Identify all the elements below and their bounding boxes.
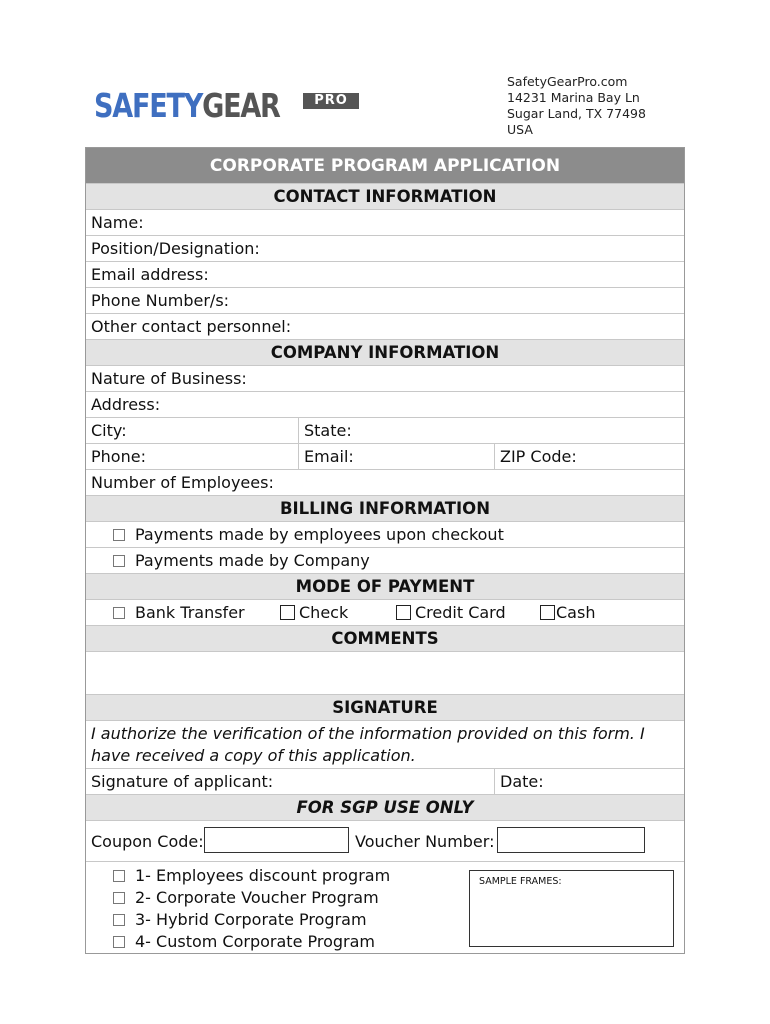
- section-payment-heading: MODE OF PAYMENT: [86, 574, 684, 600]
- checkbox[interactable]: [113, 914, 125, 926]
- payment-cash-option[interactable]: Cash: [540, 600, 595, 625]
- position-label: Position/Designation:: [91, 239, 260, 258]
- divider: [494, 444, 495, 469]
- phone-label: Phone Number/s:: [91, 291, 230, 310]
- divider: [298, 418, 299, 443]
- other-contact-label: Other contact personnel:: [91, 317, 292, 336]
- checkbox[interactable]: [280, 605, 295, 620]
- employees-field[interactable]: [86, 470, 684, 496]
- address-line: 14231 Marina Bay Ln: [507, 90, 640, 105]
- address-label: Address:: [91, 395, 161, 414]
- nature-label: Nature of Business:: [91, 369, 247, 388]
- billing-option-company[interactable]: Payments made by Company: [86, 548, 684, 574]
- checkbox[interactable]: [113, 529, 125, 541]
- company-phone-label[interactable]: Phone:: [91, 447, 146, 466]
- checkbox[interactable]: [113, 870, 125, 882]
- other-contact-field[interactable]: [86, 314, 684, 340]
- zip-label[interactable]: ZIP Code:: [500, 447, 577, 466]
- section-company-heading: COMPANY INFORMATION: [86, 340, 684, 366]
- address-field[interactable]: [86, 392, 684, 418]
- payment-bank-option[interactable]: Bank Transfer: [113, 600, 245, 625]
- checkbox[interactable]: [113, 607, 125, 619]
- payment-check-option[interactable]: Check: [280, 600, 348, 625]
- state-label[interactable]: State:: [304, 421, 352, 440]
- signature-row: [86, 769, 684, 795]
- city-label[interactable]: City:: [91, 421, 127, 440]
- company-email-label[interactable]: Email:: [304, 447, 354, 466]
- phone-field[interactable]: [86, 288, 684, 314]
- name-label: Name:: [91, 213, 144, 232]
- address-line: USA: [507, 122, 533, 137]
- logo-wordmark: SAFETYGEAR: [94, 86, 280, 125]
- program-options: [86, 862, 684, 953]
- sample-frames-label: SAMPLE FRAMES:: [479, 876, 562, 887]
- employees-label: Number of Employees:: [91, 473, 274, 492]
- checkbox[interactable]: [540, 605, 555, 620]
- divider: [298, 444, 299, 469]
- program-option[interactable]: 1- Employees discount program: [113, 865, 390, 887]
- address-line: Sugar Land, TX 77498: [507, 106, 646, 121]
- billing-option-employees[interactable]: Payments made by employees upon checkout: [86, 522, 684, 548]
- company-address: [507, 74, 646, 138]
- position-field[interactable]: [86, 236, 684, 262]
- section-billing-heading: BILLING INFORMATION: [86, 496, 684, 522]
- checkbox[interactable]: [113, 555, 125, 567]
- section-comments-heading: COMMENTS: [86, 626, 684, 652]
- date-label[interactable]: Date:: [500, 772, 544, 791]
- application-form: [85, 147, 685, 954]
- signature-label[interactable]: Signature of applicant:: [91, 772, 274, 791]
- form-title: CORPORATE PROGRAM APPLICATION: [86, 148, 684, 184]
- authorization-statement: I authorize the verification of the information provided on this form. I have received a copy of this application.: [86, 721, 684, 769]
- logo-pro-badge: PRO: [303, 93, 359, 109]
- comments-area[interactable]: [86, 652, 684, 695]
- payment-options-row: [86, 600, 684, 626]
- voucher-number-input[interactable]: [497, 827, 645, 853]
- divider: [494, 769, 495, 794]
- payment-credit-option[interactable]: Credit Card: [396, 600, 506, 625]
- section-contact-heading: CONTACT INFORMATION: [86, 184, 684, 210]
- address-line: SafetyGearPro.com: [507, 74, 628, 89]
- checkbox[interactable]: [113, 892, 125, 904]
- name-field[interactable]: [86, 210, 684, 236]
- section-sgp-heading: FOR SGP USE ONLY: [86, 795, 684, 821]
- coupon-label: Coupon Code:: [91, 832, 204, 851]
- email-field[interactable]: [86, 262, 684, 288]
- section-signature-heading: SIGNATURE: [86, 695, 684, 721]
- phone-email-zip-row: [86, 444, 684, 470]
- program-option[interactable]: 3- Hybrid Corporate Program: [113, 909, 390, 931]
- coupon-voucher-row: [86, 821, 684, 862]
- program-option[interactable]: 2- Corporate Voucher Program: [113, 887, 390, 909]
- sample-frames-box[interactable]: [469, 870, 674, 947]
- city-state-row: [86, 418, 684, 444]
- nature-of-business-field[interactable]: [86, 366, 684, 392]
- checkbox[interactable]: [396, 605, 411, 620]
- coupon-code-input[interactable]: [204, 827, 349, 853]
- checkbox[interactable]: [113, 936, 125, 948]
- program-option[interactable]: 4- Custom Corporate Program: [113, 931, 390, 953]
- voucher-label: Voucher Number:: [355, 832, 495, 851]
- email-label: Email address:: [91, 265, 209, 284]
